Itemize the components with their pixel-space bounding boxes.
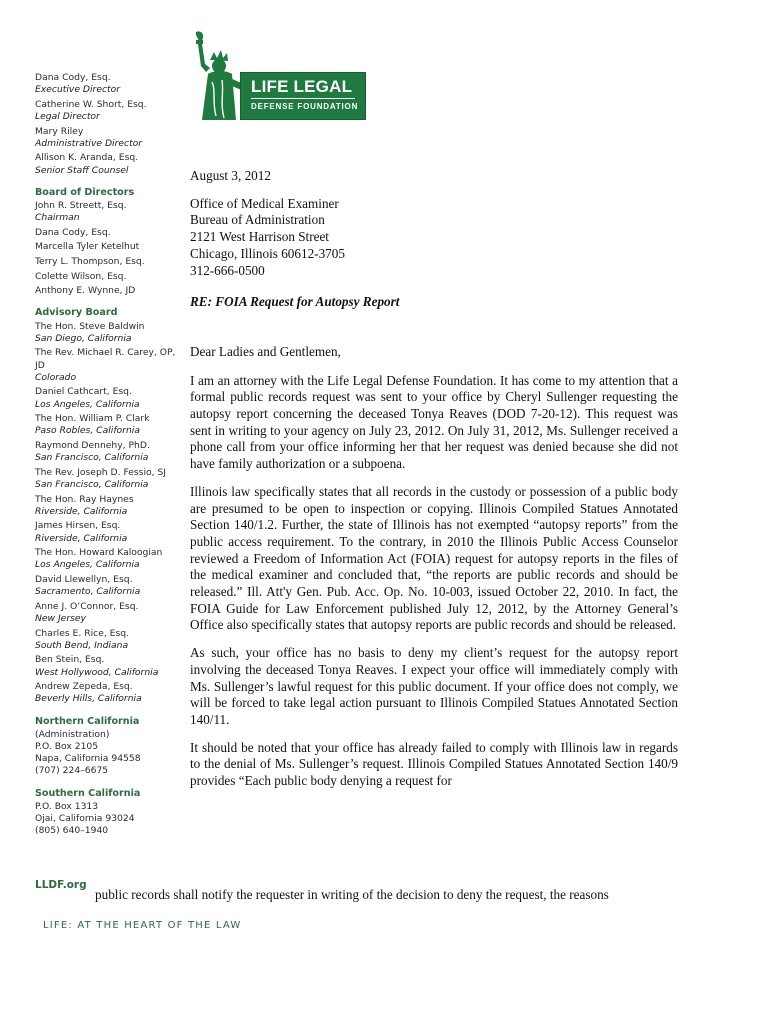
- staff-role: Executive Director: [35, 84, 121, 96]
- advisory-name: The Hon. William P. Clark: [35, 413, 150, 425]
- norcal-phone: (707) 224–6675: [35, 765, 109, 777]
- letter-body: [190, 168, 678, 790]
- advisory-name: Anne J. O’Connor, Esq.: [35, 600, 139, 612]
- board-name: Terry L. Thompson, Esq.: [35, 255, 145, 267]
- board-name: Colette Wilson, Esq.: [35, 270, 127, 282]
- advisory-name: The Hon. Howard Kaloogian: [35, 547, 163, 559]
- norcal-office-line: P.O. Box 2105: [35, 740, 99, 752]
- advisory-entry: [35, 413, 185, 437]
- board-name: Marcella Tyler Ketelhut: [35, 241, 140, 253]
- board-name: John R. Streett, Esq.: [35, 200, 127, 211]
- advisory-name: James Hirsen, Esq.: [35, 520, 121, 532]
- advisory-name: The Hon. Steve Baldwin: [35, 320, 145, 332]
- board-role: Chairman: [35, 212, 80, 224]
- body-paragraph: It should be noted that your office has already failed to comply with Illinois law in regards to the denial of Ms. Sullenger’s request. Illinois Compiled Statues Annotated Section 140/9 provides “Each public body denying a request for: [190, 739, 678, 789]
- advisory-name: Charles E. Rice, Esq.: [35, 627, 130, 639]
- address-line: Bureau of Administration: [190, 212, 325, 228]
- staff-entry: [35, 99, 185, 123]
- advisory-entry: [35, 440, 185, 464]
- advisory-location: Riverside, California: [35, 532, 128, 544]
- advisory-location: Colorado: [35, 371, 77, 383]
- advisory-name: The Hon. Ray Haynes: [35, 493, 134, 505]
- socal-office-heading: Southern California: [35, 787, 141, 799]
- staff-name: Mary Riley: [35, 125, 84, 137]
- advisory-entry: [35, 321, 185, 345]
- advisory-location: San Francisco, California: [35, 452, 149, 464]
- advisory-entry: [35, 520, 185, 544]
- advisory-name: Andrew Zepeda, Esq.: [35, 681, 133, 693]
- logo-divider: [251, 98, 355, 99]
- body-paragraph: As such, your office has no basis to deny my client’s request for the autopsy report involving the deceased Tonya Reaves. I expect your office will immediately comply with Ms. Sullenger’s lawful request for this public document. If your office does not comply, we will be forced to take legal action pursuant to Illinois Compiled Statues Annotated Section 140/11.: [190, 645, 678, 727]
- advisory-entry: [35, 547, 185, 571]
- staff-role: Senior Staff Counsel: [35, 164, 129, 176]
- advisory-location: San Francisco, California: [35, 478, 149, 490]
- advisory-name: Ben Stein, Esq.: [35, 654, 105, 666]
- address-phone: 312-666-0500: [190, 262, 265, 278]
- advisory-location: West Hollywood, California: [35, 666, 159, 678]
- letter-date: August 3, 2012: [190, 168, 271, 183]
- staff-role: Administrative Director: [35, 137, 143, 149]
- advisory-entry: [35, 347, 185, 384]
- letterhead-sidebar: [35, 72, 185, 837]
- subject-line: RE: FOIA Request for Autopsy Report: [190, 294, 400, 310]
- advisory-name: Daniel Cathcart, Esq.: [35, 386, 132, 398]
- body-paragraph: Illinois law specifically states that all records in the custody or possession of a public body are presumed to be open to inspection or copying. Illinois Compiled Statues Annotated Section 140/1.2. Further, the state of Illinois has not exempted “autopsy reports” from the public access requirement. To the contrary, in 2010 the Illinois Public Access Counselor reviewed a Freedom of Information Act (FOIA) request for autopsy reports in the files of the medical examiner and concluded that, “the reports are public records and should be released.” Ill. Att'y Gen. Pub. Acc. Op. No. 10-003, issued October 22, 2010. In fact, the FOIA Guide for Law Enforcement published July 12, 2012, by the Attorney General’s Office also specifically states that autopsy reports are public records and should be released.: [190, 483, 678, 633]
- socal-phone: (805) 640–1940: [35, 825, 109, 837]
- socal-office-line: P.O. Box 1313: [35, 800, 99, 812]
- board-entry: [35, 227, 185, 239]
- board-entry: [35, 256, 185, 268]
- advisory-location: Los Angeles, California: [35, 398, 140, 410]
- staff-name: Catherine W. Short, Esq.: [35, 98, 147, 110]
- advisory-name: David Llewellyn, Esq.: [35, 573, 133, 585]
- board-heading: Board of Directors: [35, 186, 135, 198]
- address-line: 2121 West Harrison Street: [190, 229, 329, 245]
- advisory-name: The Rev. Michael R. Carey, OP, JD: [35, 347, 176, 371]
- recipient-address: [190, 196, 678, 280]
- advisory-entry: [35, 574, 185, 598]
- advisory-location: South Bend, Indiana: [35, 639, 129, 651]
- advisory-entry: [35, 467, 185, 491]
- staff-role: Legal Director: [35, 111, 100, 122]
- board-entry: [35, 271, 185, 283]
- advisory-location: New Jersey: [35, 612, 86, 624]
- address-line: Chicago, Illinois 60612-3705: [190, 245, 345, 261]
- advisory-location: Paso Robles, California: [35, 425, 140, 437]
- advisory-location: Riverside, California: [35, 505, 128, 517]
- staff-name: Dana Cody, Esq.: [35, 72, 111, 83]
- advisory-entry: [35, 601, 185, 625]
- advisory-location: Beverly Hills, California: [35, 693, 142, 705]
- norcal-office-heading: Northern California: [35, 715, 140, 727]
- socal-office-line: Ojai, California 93024: [35, 812, 135, 824]
- advisory-location: San Diego, California: [35, 332, 132, 344]
- staff-entry: [35, 152, 185, 176]
- body-paragraph: I am an attorney with the Life Legal Defense Foundation. It has come to my attention that a formal public records request was sent to your office by Cheryl Sullenger requesting the autopsy report concerning the deceased Tonya Reaves (DOD 7-20-12). This request was sent in writing to your agency on July 23, 2012. On July 31, 2012, Ms. Sullenger received a phone call from your office informing her that her request was denied because she did not have family authorization or a subpoena.: [190, 372, 678, 472]
- body-paragraph-continuation: public records shall notify the requester in writing of the decision to deny the request, the reasons: [95, 887, 609, 902]
- advisory-entry: [35, 628, 185, 652]
- advisory-entry: [35, 386, 185, 410]
- advisory-name: The Rev. Joseph D. Fessio, SJ: [35, 466, 167, 478]
- staff-name: Allison K. Aranda, Esq.: [35, 152, 139, 164]
- advisory-entry: [35, 654, 185, 678]
- life-legal-logo: [190, 30, 366, 122]
- board-name: Dana Cody, Esq.: [35, 226, 111, 238]
- advisory-entry: [35, 681, 185, 705]
- advisory-location: Los Angeles, California: [35, 559, 140, 571]
- advisory-entry: [35, 494, 185, 518]
- board-name: Anthony E. Wynne, JD: [35, 285, 136, 297]
- salutation: Dear Ladies and Gentlemen,: [190, 343, 341, 359]
- logo-title: LIFE LEGAL: [251, 77, 353, 96]
- advisory-heading: Advisory Board: [35, 307, 118, 319]
- board-entry: [35, 241, 185, 253]
- board-entry: [35, 200, 185, 224]
- board-entry: [35, 285, 185, 297]
- tagline: LIFE: AT THE HEART OF THE LAW: [43, 920, 242, 931]
- advisory-name: Raymond Dennehy, PhD.: [35, 439, 150, 451]
- staff-entry: [35, 72, 185, 96]
- logo-subtitle: DEFENSE FOUNDATION: [251, 102, 359, 111]
- staff-entry: [35, 126, 185, 150]
- address-line: Office of Medical Examiner: [190, 195, 339, 211]
- logo-banner: [240, 72, 366, 120]
- norcal-office-line: (Administration): [35, 728, 110, 740]
- website-link[interactable]: LLDF.org: [35, 879, 87, 891]
- norcal-office-line: Napa, California 94558: [35, 753, 141, 765]
- advisory-location: Sacramento, California: [35, 586, 141, 598]
